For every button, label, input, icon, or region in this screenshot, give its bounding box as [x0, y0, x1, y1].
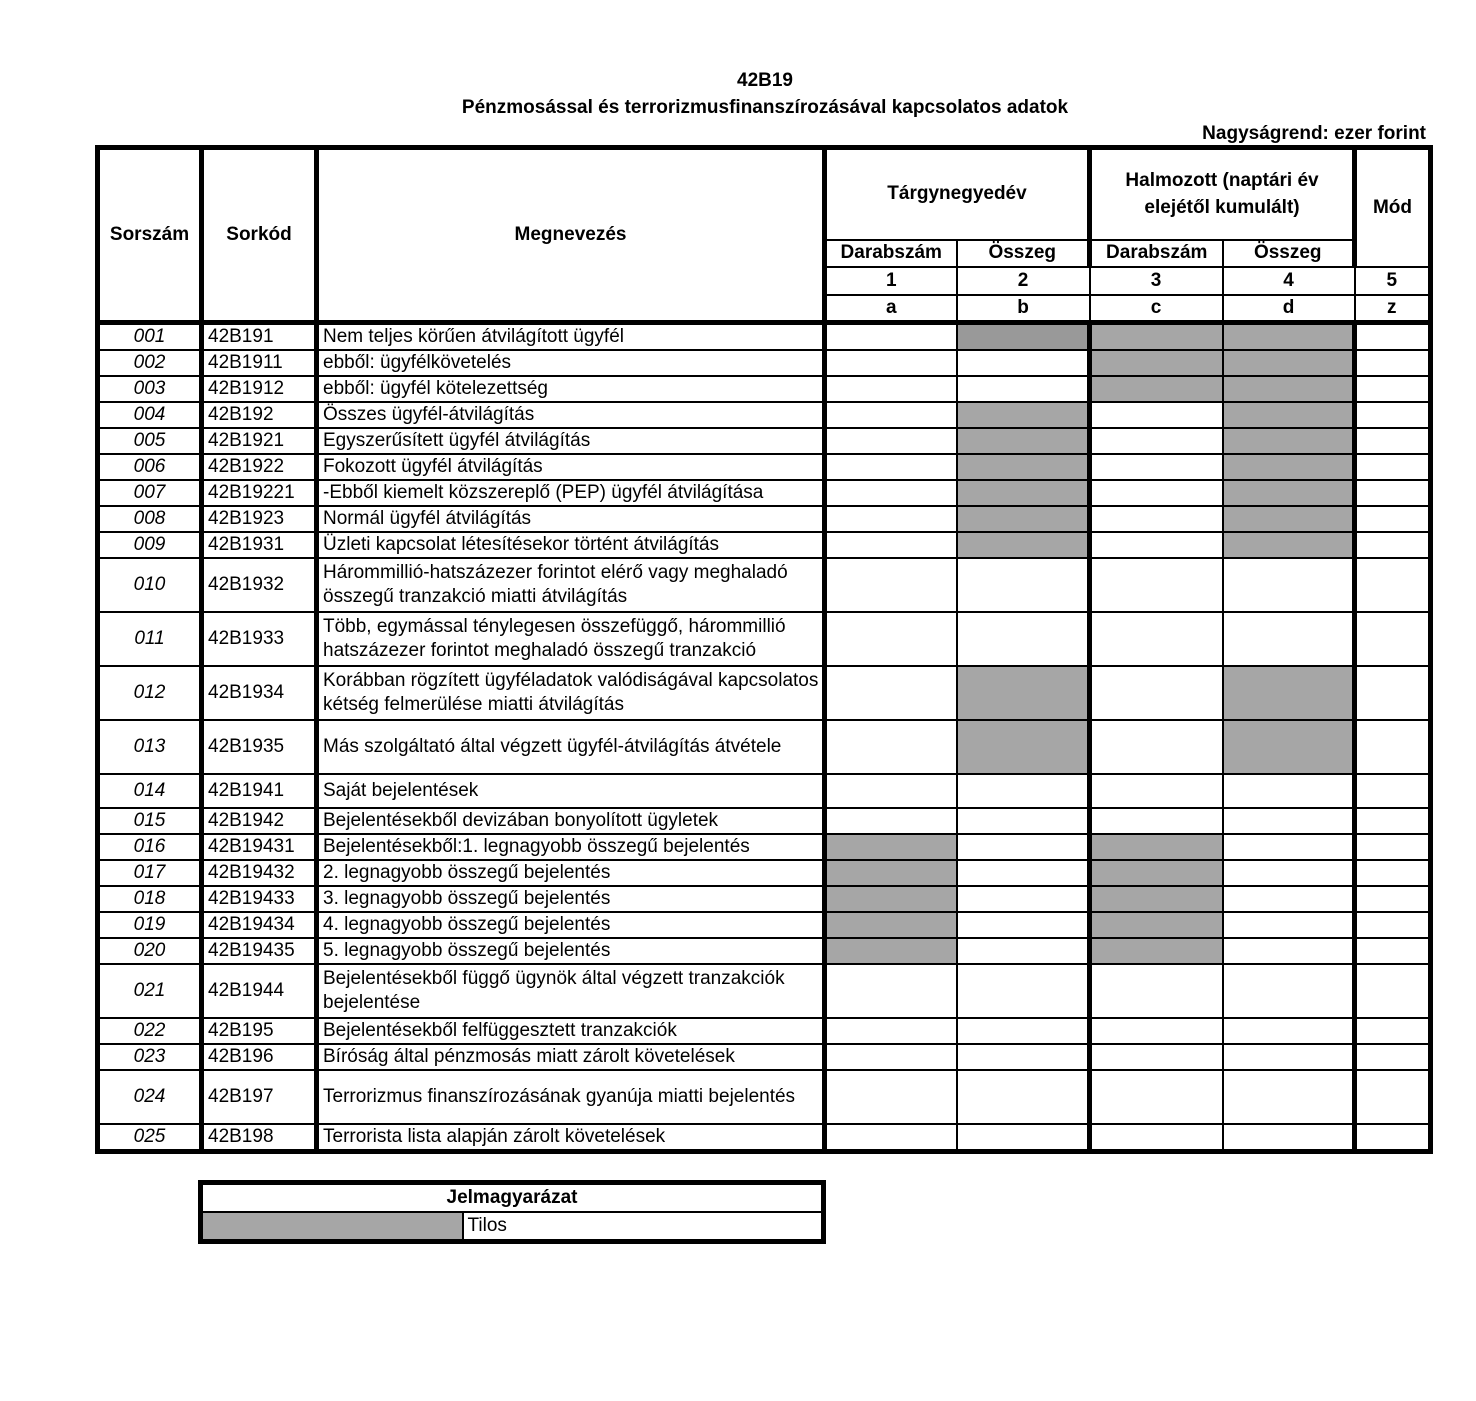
header-sorszam: Sorszám	[98, 148, 202, 323]
row-sorkod: 42B1935	[202, 720, 317, 774]
row-sorszam: 003	[98, 376, 202, 402]
input-cell[interactable]	[825, 454, 957, 480]
forbidden-cell	[957, 402, 1090, 428]
input-cell[interactable]	[1223, 612, 1355, 666]
table-row	[98, 532, 1431, 558]
forbidden-cell	[1223, 454, 1355, 480]
input-cell[interactable]	[825, 808, 957, 834]
forbidden-cell	[825, 886, 957, 912]
input-cell[interactable]	[1355, 886, 1431, 912]
header-darabszam-1: Darabszám	[825, 240, 957, 267]
form-code: 42B19	[737, 70, 793, 91]
row-sorszam: 017	[98, 860, 202, 886]
table-row	[98, 376, 1431, 402]
row-sorkod: 42B1912	[202, 376, 317, 402]
input-cell[interactable]	[957, 808, 1090, 834]
row-sorszam: 009	[98, 532, 202, 558]
table-row	[98, 886, 1431, 912]
forbidden-cell	[1223, 323, 1355, 351]
input-cell[interactable]	[1223, 912, 1355, 938]
table-row	[98, 1070, 1431, 1124]
table-row	[98, 402, 1431, 428]
input-cell[interactable]	[1355, 454, 1431, 480]
input-cell[interactable]	[1090, 428, 1223, 454]
input-cell[interactable]	[1355, 558, 1431, 612]
row-sorszam: 007	[98, 480, 202, 506]
table-row	[98, 1018, 1431, 1044]
input-cell[interactable]	[825, 323, 957, 351]
col-letter: a	[825, 295, 957, 323]
input-cell[interactable]	[1090, 808, 1223, 834]
row-sorkod: 42B19434	[202, 912, 317, 938]
input-cell[interactable]	[1355, 612, 1431, 666]
input-cell[interactable]	[957, 774, 1090, 808]
header-darabszam-2: Darabszám	[1090, 240, 1223, 267]
row-megnevezes: Üzleti kapcsolat létesítésekor történt átvilágítás	[317, 532, 825, 558]
row-sorkod: 42B1921	[202, 428, 317, 454]
input-cell[interactable]	[1223, 1124, 1355, 1152]
row-megnevezes: Saját bejelentések	[317, 774, 825, 808]
row-sorszam: 018	[98, 886, 202, 912]
input-cell[interactable]	[1090, 612, 1223, 666]
row-sorszam: 011	[98, 612, 202, 666]
table-row	[98, 558, 1431, 612]
input-cell[interactable]	[825, 1070, 957, 1124]
row-sorkod: 42B196	[202, 1044, 317, 1070]
forbidden-cell	[1223, 720, 1355, 774]
table-row	[98, 912, 1431, 938]
input-cell[interactable]	[825, 480, 957, 506]
row-sorkod: 42B19433	[202, 886, 317, 912]
input-cell[interactable]	[1355, 480, 1431, 506]
row-megnevezes: 5. legnagyobb összegű bejelentés	[317, 938, 825, 964]
row-sorkod: 42B195	[202, 1018, 317, 1044]
row-megnevezes: Nem teljes körűen átvilágított ügyfél	[317, 323, 825, 351]
input-cell[interactable]	[1355, 376, 1431, 402]
row-sorszam: 002	[98, 350, 202, 376]
row-sorkod: 42B1923	[202, 506, 317, 532]
input-cell[interactable]	[957, 912, 1090, 938]
forbidden-cell	[1223, 376, 1355, 402]
forbidden-cell	[1090, 886, 1223, 912]
input-cell[interactable]	[1355, 350, 1431, 376]
input-cell[interactable]	[1355, 938, 1431, 964]
col-letter: b	[957, 295, 1090, 323]
table-row	[98, 350, 1431, 376]
row-megnevezes: Több, egymással ténylegesen összefüggő, hárommillió hatszázezer forintot meghaladó összegű tranzakció	[317, 612, 825, 666]
row-sorkod: 42B1941	[202, 774, 317, 808]
input-cell[interactable]	[957, 1044, 1090, 1070]
row-megnevezes: 4. legnagyobb összegű bejelentés	[317, 912, 825, 938]
col-letter: z	[1355, 295, 1431, 323]
col-letter: c	[1090, 295, 1223, 323]
table-row	[98, 428, 1431, 454]
table-row	[98, 834, 1431, 860]
input-cell[interactable]	[1223, 558, 1355, 612]
input-cell[interactable]	[1355, 506, 1431, 532]
header-sorkod: Sorkód	[202, 148, 317, 323]
input-cell[interactable]	[825, 402, 957, 428]
input-cell[interactable]	[957, 612, 1090, 666]
row-megnevezes: Egyszerűsített ügyfél átvilágítás	[317, 428, 825, 454]
forbidden-cell	[957, 454, 1090, 480]
input-cell[interactable]	[1090, 506, 1223, 532]
table-row	[98, 612, 1431, 666]
table-row	[98, 720, 1431, 774]
input-cell[interactable]	[1355, 808, 1431, 834]
row-megnevezes: Bejelentésekből felfüggesztett tranzakciók	[317, 1018, 825, 1044]
input-cell[interactable]	[1090, 454, 1223, 480]
table-row	[98, 964, 1431, 1018]
table-row	[98, 1124, 1431, 1152]
row-megnevezes: Bejelentésekből devizában bonyolított ügyletek	[317, 808, 825, 834]
forbidden-cell	[1090, 376, 1223, 402]
forbidden-cell	[1090, 912, 1223, 938]
row-megnevezes: Korábban rögzített ügyféladatok valódiságával kapcsolatos kétség felmerülése miatti átvilágítás	[317, 666, 825, 720]
input-cell[interactable]	[1223, 1018, 1355, 1044]
input-cell[interactable]	[1355, 774, 1431, 808]
input-cell[interactable]	[957, 558, 1090, 612]
row-sorszam: 005	[98, 428, 202, 454]
row-sorkod: 42B19432	[202, 860, 317, 886]
input-cell[interactable]	[957, 1124, 1090, 1152]
header-halmozott: Halmozott (naptári év elejétől kumulált)	[1090, 148, 1355, 240]
table-row	[98, 774, 1431, 808]
header-mod: Mód	[1355, 148, 1431, 267]
input-cell[interactable]	[1223, 1044, 1355, 1070]
input-cell[interactable]	[1355, 964, 1431, 1018]
data-table	[95, 145, 1433, 1154]
row-sorkod: 42B197	[202, 1070, 317, 1124]
row-megnevezes: ebből: ügyfél kötelezettség	[317, 376, 825, 402]
input-cell[interactable]	[1090, 402, 1223, 428]
forbidden-cell	[1223, 666, 1355, 720]
row-megnevezes: Más szolgáltató által végzett ügyfél-átvilágítás átvétele	[317, 720, 825, 774]
row-sorkod: 42B19435	[202, 938, 317, 964]
forbidden-cell	[1090, 938, 1223, 964]
col-number: 2	[957, 267, 1090, 295]
forbidden-cell	[825, 938, 957, 964]
input-cell[interactable]	[825, 774, 957, 808]
table-row	[98, 506, 1431, 532]
row-megnevezes: Fokozott ügyfél átvilágítás	[317, 454, 825, 480]
header-osszeg-2: Összeg	[1223, 240, 1355, 267]
table-row	[98, 1044, 1431, 1070]
input-cell[interactable]	[1355, 912, 1431, 938]
input-cell[interactable]	[1090, 532, 1223, 558]
input-cell[interactable]	[1090, 1070, 1223, 1124]
row-sorkod: 42B1934	[202, 666, 317, 720]
input-cell[interactable]	[825, 428, 957, 454]
forbidden-cell	[1223, 480, 1355, 506]
row-sorkod: 42B1942	[202, 808, 317, 834]
input-cell[interactable]	[1223, 964, 1355, 1018]
row-sorkod: 42B198	[202, 1124, 317, 1152]
table-row	[98, 666, 1431, 720]
input-cell[interactable]	[957, 886, 1090, 912]
table-row	[98, 938, 1431, 964]
forbidden-cell	[825, 860, 957, 886]
input-cell[interactable]	[1090, 720, 1223, 774]
input-cell[interactable]	[1223, 808, 1355, 834]
input-cell[interactable]	[957, 834, 1090, 860]
input-cell[interactable]	[1090, 666, 1223, 720]
table-row	[98, 480, 1431, 506]
input-cell[interactable]	[1355, 666, 1431, 720]
row-megnevezes: -Ebből kiemelt közszereplő (PEP) ügyfél átvilágítása	[317, 480, 825, 506]
row-sorkod: 42B19221	[202, 480, 317, 506]
input-cell[interactable]	[957, 1018, 1090, 1044]
input-cell[interactable]	[825, 1044, 957, 1070]
row-sorszam: 008	[98, 506, 202, 532]
row-sorszam: 013	[98, 720, 202, 774]
input-cell[interactable]	[1355, 402, 1431, 428]
input-cell[interactable]	[1355, 1018, 1431, 1044]
row-sorszam: 006	[98, 454, 202, 480]
input-cell[interactable]	[1355, 1124, 1431, 1152]
header-targynegyedev: Tárgynegyedév	[825, 148, 1090, 240]
legend-label-forbidden: Tilos	[463, 1212, 824, 1242]
row-sorszam: 014	[98, 774, 202, 808]
input-cell[interactable]	[1223, 834, 1355, 860]
forbidden-cell	[825, 834, 957, 860]
forbidden-cell	[1223, 402, 1355, 428]
row-sorszam: 022	[98, 1018, 202, 1044]
row-sorszam: 023	[98, 1044, 202, 1070]
row-sorkod: 42B191	[202, 323, 317, 351]
input-cell[interactable]	[957, 938, 1090, 964]
col-letter: d	[1223, 295, 1355, 323]
input-cell[interactable]	[1090, 774, 1223, 808]
forbidden-cell	[957, 506, 1090, 532]
legend-table	[198, 1180, 826, 1244]
row-sorszam: 001	[98, 323, 202, 351]
input-cell[interactable]	[1223, 860, 1355, 886]
input-cell[interactable]	[1355, 1044, 1431, 1070]
input-cell[interactable]	[1355, 860, 1431, 886]
row-megnevezes: Hárommillió-hatszázezer forintot elérő vagy meghaladó összegű tranzakció miatti átvilágítás	[317, 558, 825, 612]
input-cell[interactable]	[1355, 428, 1431, 454]
row-sorszam: 024	[98, 1070, 202, 1124]
input-cell[interactable]	[957, 376, 1090, 402]
input-cell[interactable]	[825, 964, 957, 1018]
input-cell[interactable]	[1090, 1124, 1223, 1152]
input-cell[interactable]	[1090, 558, 1223, 612]
forbidden-cell	[1223, 350, 1355, 376]
input-cell[interactable]	[825, 350, 957, 376]
forbidden-cell	[1223, 506, 1355, 532]
forbidden-cell	[957, 532, 1090, 558]
forbidden-cell	[825, 912, 957, 938]
row-megnevezes: 3. legnagyobb összegű bejelentés	[317, 886, 825, 912]
input-cell[interactable]	[1090, 1044, 1223, 1070]
row-sorszam: 025	[98, 1124, 202, 1152]
row-sorszam: 015	[98, 808, 202, 834]
table-row	[98, 808, 1431, 834]
input-cell[interactable]	[1223, 774, 1355, 808]
input-cell[interactable]	[957, 1070, 1090, 1124]
input-cell[interactable]	[1355, 720, 1431, 774]
legend-title: Jelmagyarázat	[201, 1183, 824, 1213]
row-sorszam: 016	[98, 834, 202, 860]
header-megnevezes: Megnevezés	[317, 148, 825, 323]
row-megnevezes: Terrorizmus finanszírozásának gyanúja miatti bejelentés	[317, 1070, 825, 1124]
input-cell[interactable]	[825, 666, 957, 720]
row-sorkod: 42B1911	[202, 350, 317, 376]
forbidden-cell	[1090, 323, 1223, 351]
input-cell[interactable]	[1355, 834, 1431, 860]
row-sorszam: 004	[98, 402, 202, 428]
input-cell[interactable]	[825, 558, 957, 612]
forbidden-cell	[1090, 860, 1223, 886]
unit-label: Nagyságrend: ezer forint	[1202, 123, 1426, 144]
input-cell[interactable]	[825, 532, 957, 558]
row-sorszam: 012	[98, 666, 202, 720]
forbidden-cell	[957, 428, 1090, 454]
row-megnevezes: Terrorista lista alapján zárolt követelések	[317, 1124, 825, 1152]
forbidden-cell	[957, 323, 1090, 351]
input-cell[interactable]	[825, 1124, 957, 1152]
input-cell[interactable]	[825, 506, 957, 532]
row-megnevezes: Normál ügyfél átvilágítás	[317, 506, 825, 532]
input-cell[interactable]	[1355, 1070, 1431, 1124]
page-title: Pénzmosással és terrorizmusfinanszírozásával kapcsolatos adatok	[461, 97, 1069, 118]
row-sorszam: 021	[98, 964, 202, 1018]
input-cell[interactable]	[1223, 1070, 1355, 1124]
col-number: 1	[825, 267, 957, 295]
row-megnevezes: ebből: ügyfélkövetelés	[317, 350, 825, 376]
input-cell[interactable]	[825, 1018, 957, 1044]
input-cell[interactable]	[825, 612, 957, 666]
input-cell[interactable]	[1090, 964, 1223, 1018]
forbidden-cell	[957, 666, 1090, 720]
input-cell[interactable]	[825, 720, 957, 774]
input-cell[interactable]	[957, 964, 1090, 1018]
row-sorkod: 42B1932	[202, 558, 317, 612]
input-cell[interactable]	[1355, 532, 1431, 558]
legend-swatch-forbidden	[201, 1212, 463, 1242]
row-megnevezes: 2. legnagyobb összegű bejelentés	[317, 860, 825, 886]
row-sorkod: 42B1944	[202, 964, 317, 1018]
row-sorkod: 42B192	[202, 402, 317, 428]
input-cell[interactable]	[1090, 1018, 1223, 1044]
row-sorszam: 010	[98, 558, 202, 612]
input-cell[interactable]	[957, 350, 1090, 376]
col-number: 5	[1355, 267, 1431, 295]
row-sorkod: 42B1922	[202, 454, 317, 480]
row-sorszam: 020	[98, 938, 202, 964]
table-row	[98, 860, 1431, 886]
input-cell[interactable]	[1223, 938, 1355, 964]
col-number: 3	[1090, 267, 1223, 295]
input-cell[interactable]	[1223, 886, 1355, 912]
row-megnevezes: Bejelentésekből függő ügynök által végzett tranzakciók bejelentése	[317, 964, 825, 1018]
row-sorszam: 019	[98, 912, 202, 938]
row-megnevezes: Összes ügyfél-átvilágítás	[317, 402, 825, 428]
input-cell[interactable]	[1090, 480, 1223, 506]
row-megnevezes: Bíróság által pénzmosás miatt zárolt követelések	[317, 1044, 825, 1070]
forbidden-cell	[957, 720, 1090, 774]
row-sorkod: 42B1931	[202, 532, 317, 558]
row-sorkod: 42B19431	[202, 834, 317, 860]
row-megnevezes: Bejelentésekből:1. legnagyobb összegű bejelentés	[317, 834, 825, 860]
input-cell[interactable]	[957, 860, 1090, 886]
input-cell[interactable]	[825, 376, 957, 402]
table-row	[98, 454, 1431, 480]
forbidden-cell	[1090, 834, 1223, 860]
col-number: 4	[1223, 267, 1355, 295]
forbidden-cell	[1090, 350, 1223, 376]
header-osszeg-1: Összeg	[957, 240, 1090, 267]
forbidden-cell	[1223, 428, 1355, 454]
forbidden-cell	[1223, 532, 1355, 558]
table-row	[98, 323, 1431, 351]
input-cell[interactable]	[1355, 323, 1431, 351]
row-sorkod: 42B1933	[202, 612, 317, 666]
forbidden-cell	[957, 480, 1090, 506]
